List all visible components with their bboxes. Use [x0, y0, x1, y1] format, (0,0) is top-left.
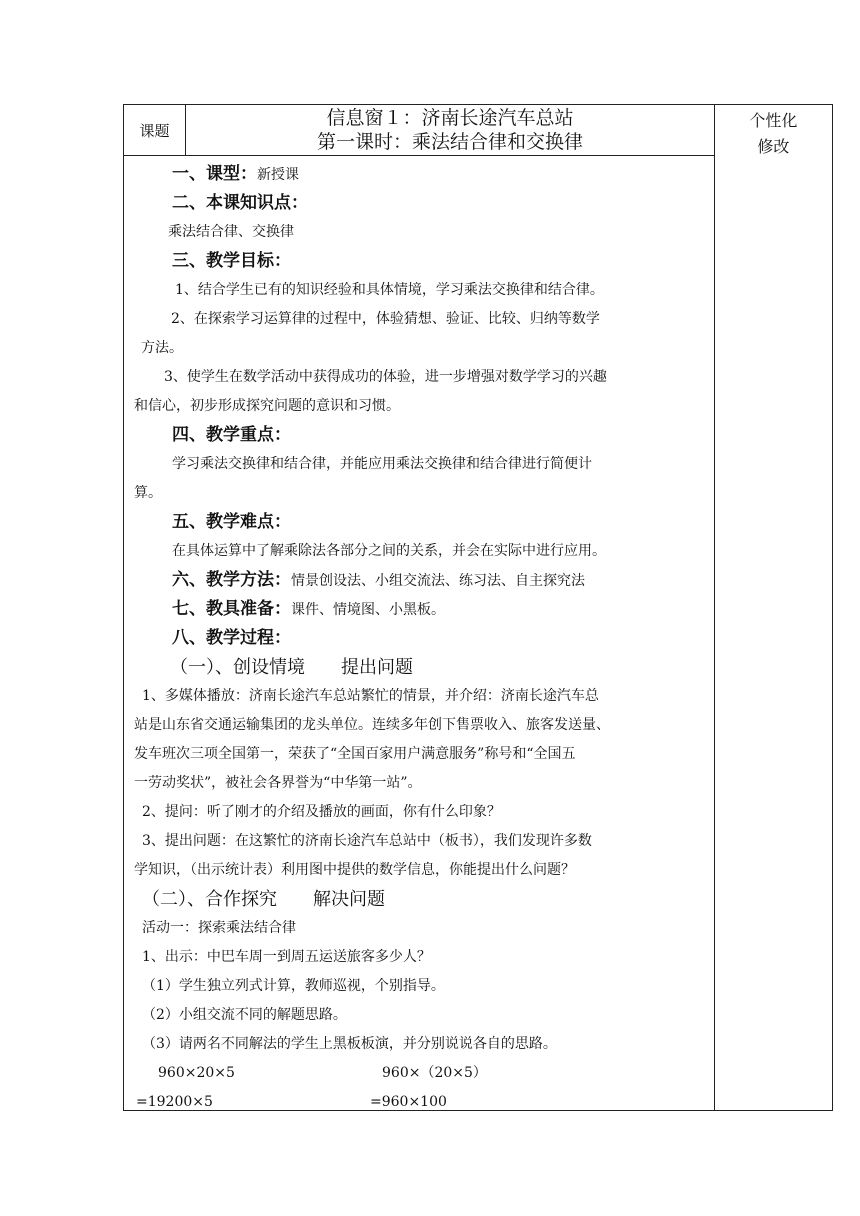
section-difficulties: 五、教学难点： [172, 512, 291, 532]
topic-title-line1: 信息窗１：济南长途汽车总站 [326, 107, 574, 129]
section-text: 新授课 [257, 167, 299, 183]
section-text: 情景创设法、小组交流法、练习法、自主探究法 [291, 573, 585, 589]
objective-1: 1、结合学生已有的知识经验和具体情境，学习乘法交换律和结合律。 [175, 282, 604, 298]
activity1-p2: （1）学生独立列式计算，教师巡视，个别指导。 [142, 978, 445, 994]
section-title: 六、教学方法： [172, 570, 291, 590]
section-text: 课件、情境图、小黑板。 [291, 602, 445, 618]
section-process: 八、教学过程： [172, 628, 291, 648]
section-knowledge: 二、本课知识点： [172, 193, 308, 213]
section-methods [124, 566, 716, 595]
topic-label-cell [124, 105, 186, 156]
section-lesson-type [124, 160, 716, 189]
section-objectives: 三、教学目标： [172, 251, 291, 271]
lesson-body-cell [124, 156, 715, 1111]
activity1-p4: （3）请两名不同解法的学生上黑板板演，并分别说说各自的思路。 [142, 1036, 557, 1052]
lesson-plan-table [123, 104, 833, 1111]
topic-label: 课题 [139, 121, 170, 140]
section-title: 七、教具准备： [172, 599, 291, 619]
edit-label: 修改 [757, 136, 790, 156]
key-point-line2: 算。 [134, 485, 162, 501]
topic-title-cell [186, 105, 715, 156]
calc-left-2: =19200×5 [136, 1094, 213, 1110]
part2-title: （二）、合作探究 解决问题 [142, 889, 385, 910]
objective-3-line2: 和信心，初步形成探究问题的意识和习惯。 [134, 398, 400, 414]
personalized-label: 个性化 [749, 110, 798, 130]
activity1-p3: （2）小组交流不同的解题思路。 [142, 1007, 347, 1023]
part1-p1-line4: 一劳动奖状”，被社会各界誉为“中华第一站”。 [134, 775, 422, 791]
part1-p2: 2、提问：听了刚才的介绍及播放的画面，你有什么印象？ [142, 804, 501, 820]
part1-p1-line2: 站是山东省交通运输集团的龙头单位。连续多年创下售票收入、旅客发送量、 [134, 717, 610, 733]
part1-p1-line1: 1、多媒体播放：济南长途汽车总站繁忙的情景，并介绍：济南长途汽车总 [142, 688, 599, 704]
key-point-line1: 学习乘法交换律和结合律，并能应用乘法交换律和结合律进行简便计 [172, 456, 592, 472]
calc-right-2: =960×100 [370, 1094, 447, 1110]
personalized-edit-cell [714, 105, 832, 1111]
part1-p3-line2: 学知识，（出示统计表）利用图中提供的数学信息，你能提出什么问题？ [134, 862, 575, 878]
calc-left-1: 960×20×5 [158, 1065, 235, 1081]
difficulty-text: 在具体运算中了解乘除法各部分之间的关系，并会在实际中进行应用。 [172, 543, 606, 559]
objective-3-line1: 3、使学生在数学活动中获得成功的体验，进一步增强对数学学习的兴趣 [164, 369, 607, 385]
part1-p1-line3: 发车班次三项全国第一，荣获了“全国百家用户满意服务”称号和“全国五 [134, 746, 576, 762]
lesson-content [124, 156, 716, 1117]
objective-2-line1: 2、在探索学习运算律的过程中，体验猜想、验证、比较、归纳等数学 [171, 311, 600, 327]
activity1-title: 活动一：探索乘法结合律 [142, 920, 296, 936]
section-materials [124, 595, 716, 624]
part1-title: （一）、创设情境 提出问题 [170, 657, 413, 678]
objective-2-line2: 方法。 [141, 340, 183, 356]
knowledge-text: 乘法结合律、交换律 [168, 224, 294, 240]
header-row [124, 105, 833, 156]
calc-right-1: 960×（20×5） [382, 1065, 487, 1081]
topic-title-line2: 第一课时：乘法结合律和交换律 [316, 131, 583, 153]
part1-p3-line1: 3、提出问题：在这繁忙的济南长途汽车总站中（板书），我们发现许多数 [142, 833, 592, 849]
activity1-p1: 1、出示：中巴车周一到周五运送旅客多少人？ [142, 949, 431, 965]
calc-row-2 [124, 1088, 716, 1117]
section-title: 一、课型： [172, 164, 257, 184]
calc-row-1 [124, 1059, 716, 1088]
section-key-points: 四、教学重点： [172, 425, 291, 445]
